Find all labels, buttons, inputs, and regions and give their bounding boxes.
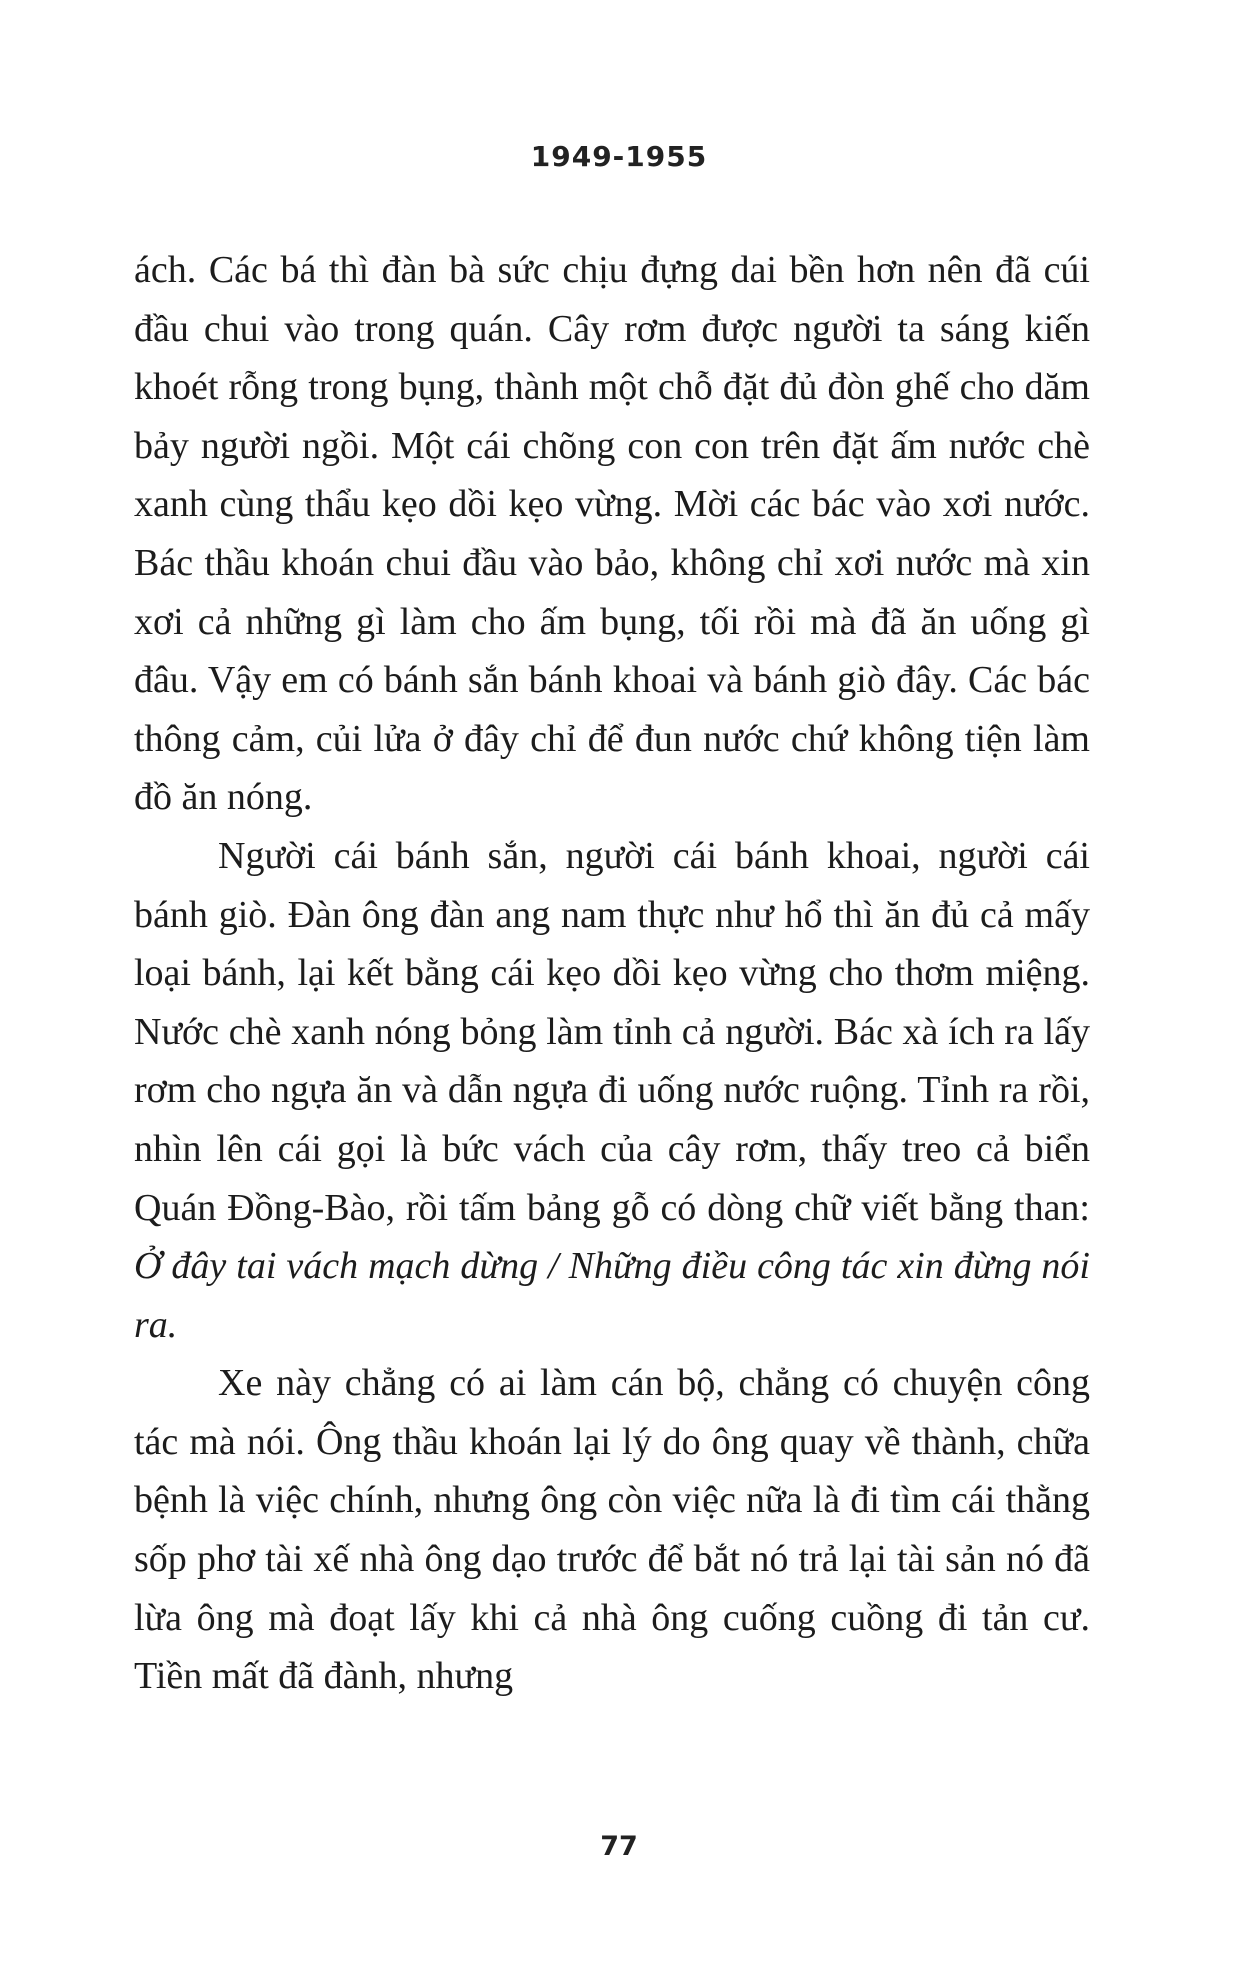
paragraph-2-inscription: Ở đây tai vách mạch dừng / Những điều công tác xin đừng nói ra. xyxy=(134,1245,1090,1346)
body-text xyxy=(134,241,1090,1706)
running-head: 1949-1955 xyxy=(530,140,708,173)
paragraph-2 xyxy=(134,827,1090,1354)
page-number: 77 xyxy=(600,1831,638,1862)
paragraph-2-text: Người cái bánh sắn, người cái bánh khoai, người cái bánh giò. Đàn ông đàn ang nam thực như hổ thì ăn đủ cả mấy loại bánh, lại kết bằng cái kẹo dồi kẹo vừng cho thơm miệng. Nước chè xanh nóng bỏng làm tỉnh cả người. Bác xà ích ra lấy rơm cho ngựa ăn và dẫn ngựa đi uống nước ruộng. Tỉnh ra rồi, nhìn lên cái gọi là bức vách của cây rơm, thấy treo cả biển Quán Đồng-Bào, rồi tấm bảng gỗ có dòng chữ viết bằng than: xyxy=(134,834,1090,1229)
paragraph-1: ách. Các bá thì đàn bà sức chịu đựng dai bền hơn nên đã cúi đầu chui vào trong quán. Cây rơm được người ta sáng kiến khoét rỗng trong bụng, thành một chỗ đặt đủ đòn ghế cho dăm bảy người ngồi. Một cái chõng con con trên đặt ấm nước chè xanh cùng thẩu kẹo dồi kẹo vừng. Mời các bác vào xơi nước. Bác thầu khoán chui đầu vào bảo, không chỉ xơi nước mà xin xơi cả những gì làm cho ấm bụng, tối rồi mà đã ăn uống gì đâu. Vậy em có bánh sắn bánh khoai và bánh giò đây. Các bác thông cảm, củi lửa ở đây chỉ để đun nước chứ không tiện làm đồ ăn nóng. xyxy=(134,249,1090,819)
paragraph-3: Xe này chẳng có ai làm cán bộ, chẳng có chuyện công tác mà nói. Ông thầu khoán lại lý do ông quay về thành, chữa bệnh là việc chính, nhưng ông còn việc nữa là đi tìm cái thằng sốp phơ tài xế nhà ông dạo trước để bắt nó trả lại tài sản nó đã lừa ông mà đoạt lấy khi cả nhà ông cuống cuồng đi tản cư. Tiền mất đã đành, nhưng xyxy=(134,1362,1090,1698)
